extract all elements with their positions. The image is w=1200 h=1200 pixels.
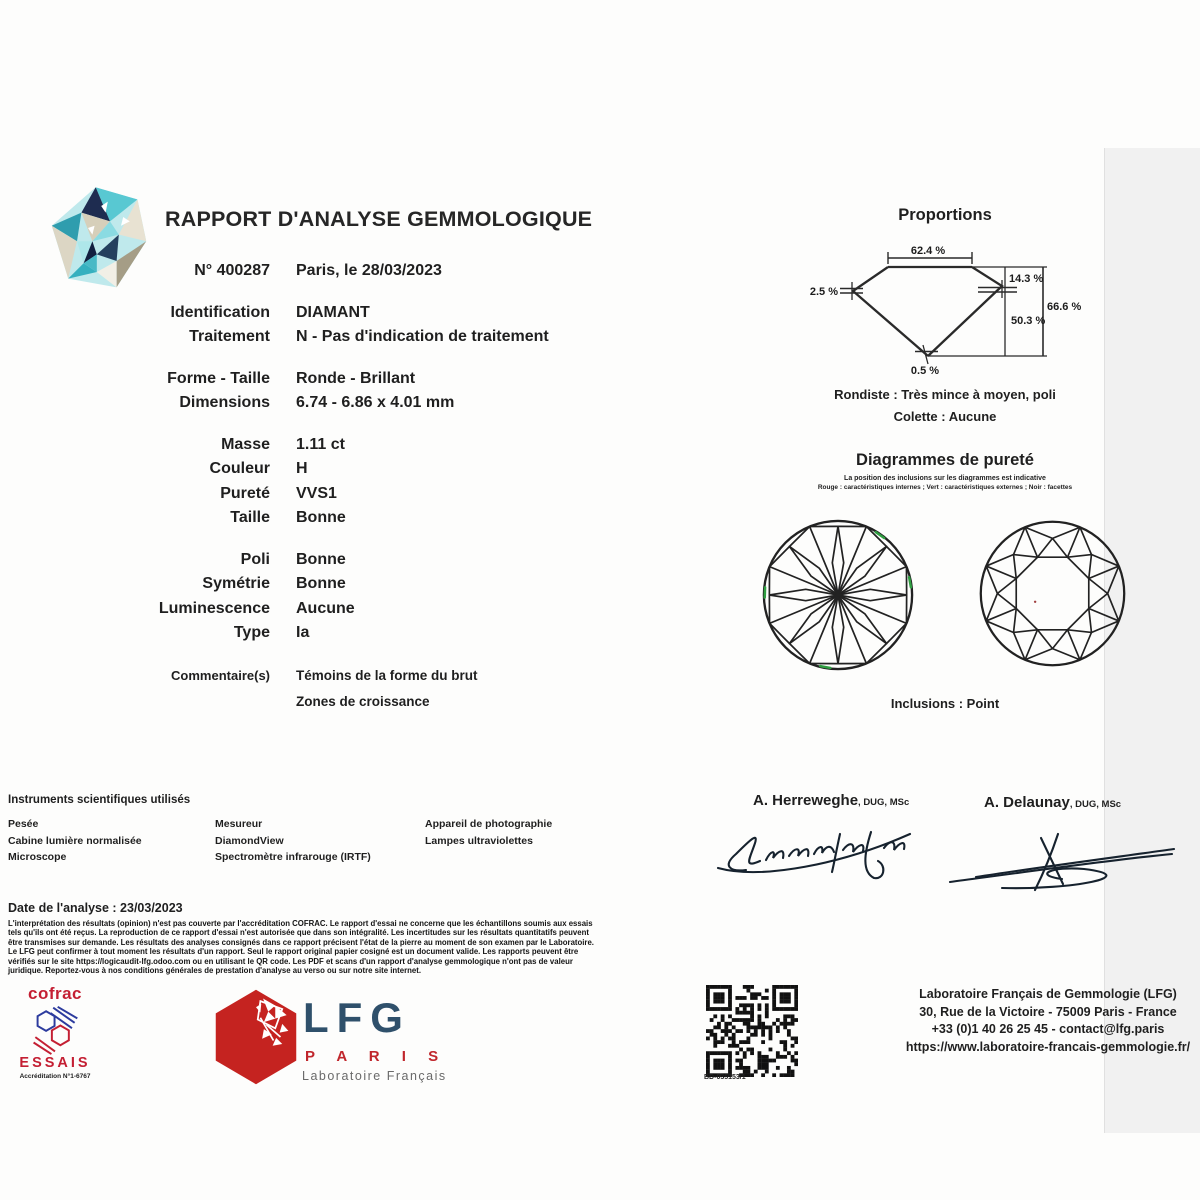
field-row: Luminescence Aucune — [158, 599, 355, 617]
table-percent: 62.4 % — [910, 245, 946, 257]
legal-disclaimer: L'interprétation des résultats (opinion) n'est pas couverte par l'accréditation COFRAC. Le rapport d'essai ne concerne que les échantillons soumis aux essais tels qu'ils ont été reçus. La reproduction de ce rapport d'essai n'est autorisée que dans son intégralité. Les incertitudes sur les résultats quantitatifs peuvent être transmises sur demande. Les résultats des analyses consignés dans ce rapport précisent l'état de la pierre au moment de son examen par le Laboratoire. Le LFG peut confirmer à tout moment les résultats d'un rapport. Seul le rapport original papier cosigné est un document valide. Les rapports peuvent être vérifiés sur le site https://logicaudit-lfg.odoo.com ou en utilisant le QR code. Les PDF et scans d'un rapport d'analyse gemmologique n'ont pas de valeur juridique. Reportez-vous à nos conditions générales de prestation d'analyse au verso ou sur notre site internet. — [8, 919, 594, 976]
signature-herreweghe — [712, 806, 917, 888]
field-row: Traitement N - Pas d'indication de traitement — [189, 328, 549, 345]
field-row: Forme - Taille Ronde - Brillant — [167, 369, 416, 387]
crown-clarity-diagram — [977, 518, 1128, 669]
instruments-col-2: Mesureur DiamondView Spectromètre infrarouge (IRTF) — [215, 818, 371, 863]
field-row: Identification DIAMANT — [170, 303, 370, 321]
lab-name: Laboratoire Français de Gemmologie (LFG) — [919, 987, 1177, 1001]
proportions-diagram — [795, 240, 1095, 388]
analysis-date: Date de l'analyse : 23/03/2023 — [8, 901, 183, 915]
field-row: Pureté VVS1 — [220, 484, 337, 502]
report-fields — [58, 259, 638, 715]
field-row: Symétrie Bonne — [202, 575, 346, 592]
field-row: Masse 1.11 ct — [221, 435, 345, 453]
qr-code — [706, 985, 798, 1077]
field-row: Taille Bonne — [230, 509, 346, 526]
lfg-hexagon-icon — [212, 988, 300, 1086]
instruments-list — [8, 816, 648, 866]
instruments-title: Instruments scientifiques utilisés — [8, 794, 191, 806]
proportions-title: Proportions — [898, 206, 992, 224]
field-row — [58, 259, 638, 284]
signature-delaunay — [940, 830, 1178, 898]
signer-right: A. Delaunay, DUG, MSc — [984, 794, 1122, 811]
signer-left: A. Herreweghe, DUG, MSc — [753, 792, 910, 809]
inclusions-note: Inclusions : Point — [890, 696, 1000, 711]
girdle-note: Rondiste : Très mince à moyen, poli — [834, 387, 1056, 402]
comments-label: Commentaire(s) — [171, 667, 270, 683]
purity-note-1: La position des inclusions sur les diagrammes est indicative — [844, 475, 1046, 482]
field-row: Type Ia — [233, 624, 310, 641]
girdle-percent: 2.5 % — [809, 286, 838, 298]
comments-values: Témoins de la forme du brut Zones de croissance — [296, 667, 478, 709]
lfg-paris-text: P A R I S — [305, 1048, 448, 1065]
instruments-col-3: Appareil de photographie Lampes ultraviolettes — [425, 818, 553, 847]
lfg-subtitle: Laboratoire Français — [302, 1069, 447, 1083]
total-depth-percent: 66.6 % — [1047, 301, 1082, 313]
cofrac-logo-text: cofrac — [27, 984, 83, 1003]
cofrac-essais-text: ESSAIS — [19, 1055, 91, 1071]
report-title: RAPPORT D'ANALYSE GEMMOLOGIQUE — [165, 207, 593, 231]
report-date: Paris, le 28/03/2023 — [296, 262, 442, 279]
lab-contact-block — [893, 986, 1200, 1056]
lab-website: https://www.laboratoire-francais-gemmologie.fr/ — [905, 1039, 1191, 1054]
lab-phone-email: +33 (0)1 40 26 25 45 - contact@lfg.paris — [931, 1022, 1165, 1036]
cofrac-hexagons-icon — [28, 1005, 82, 1055]
field-row: Couleur H — [209, 460, 308, 477]
instruments-col-1: Pesée Cabine lumière normalisée Microscope — [8, 818, 142, 863]
cofrac-accreditation-number: Accréditation N°1-6767 — [19, 1073, 91, 1080]
culet-percent: 0.5 % — [910, 365, 940, 377]
field-row: Dimensions 6.74 - 6.86 x 4.01 mm — [179, 394, 455, 411]
lfg-logo-text: LFG — [303, 994, 411, 1041]
crown-height-percent: 14.3 % — [1009, 273, 1044, 285]
field-row: Poli Bonne — [240, 550, 346, 568]
comments-row — [58, 663, 638, 715]
lab-address: 30, Rue de la Victoire - 75009 Paris - France — [919, 1004, 1177, 1019]
purity-title: Diagrammes de pureté — [856, 451, 1034, 469]
pavilion-clarity-diagram — [760, 517, 916, 673]
culet-note: Colette : Aucune — [893, 409, 997, 424]
qr-reference: BD-035153/1 — [704, 1074, 746, 1081]
purity-note-2: Rouge : caractéristiques internes ; Vert : caractéristiques externes ; Noir : facettes — [817, 484, 1073, 491]
report-number: N° 400287 — [194, 262, 270, 279]
cofrac-accreditation-block — [10, 984, 100, 1080]
pavilion-depth-percent: 50.3 % — [1011, 315, 1046, 327]
